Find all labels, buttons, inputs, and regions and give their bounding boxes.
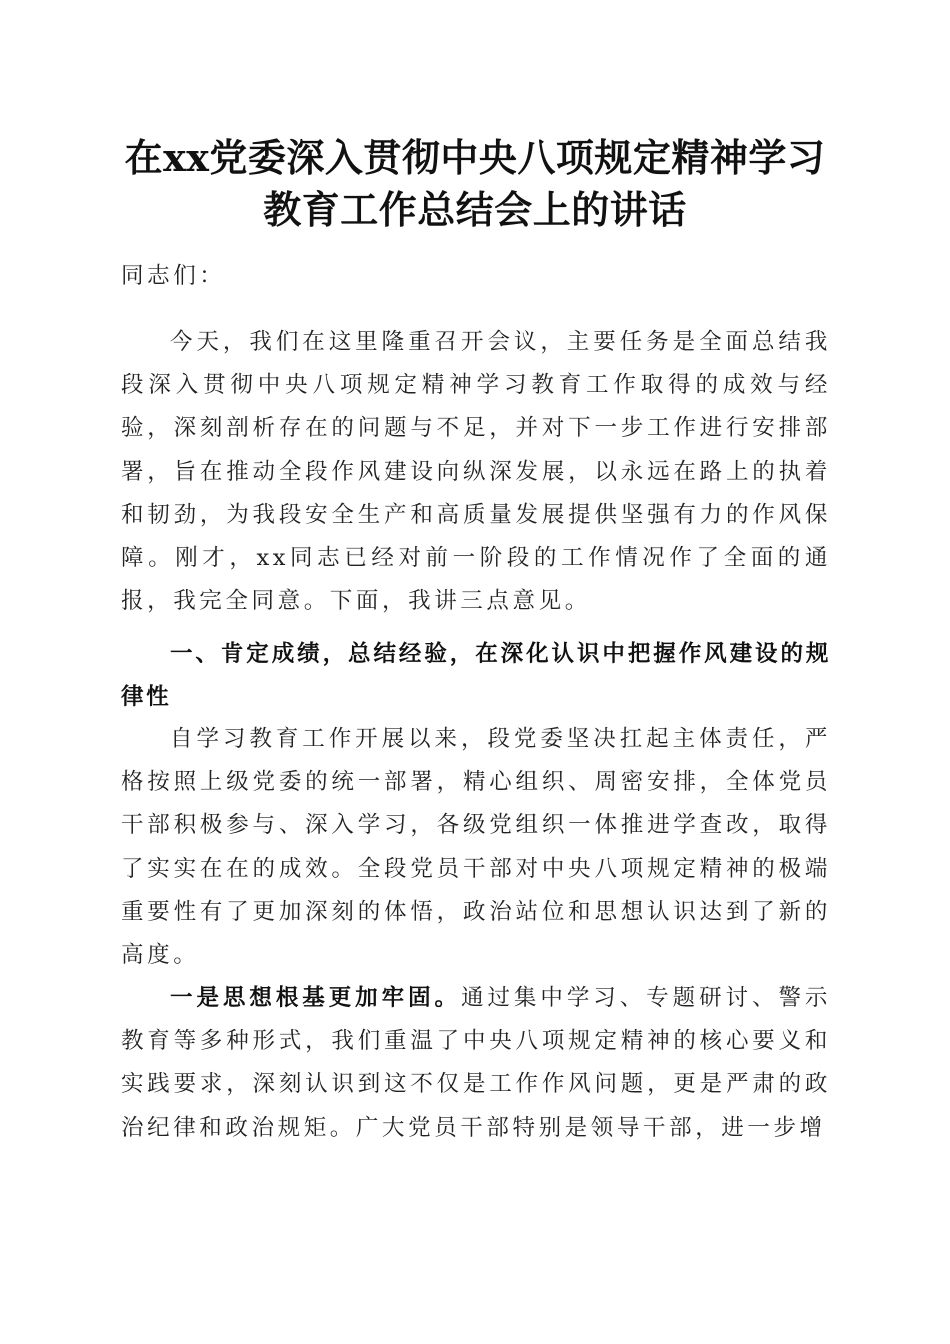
achievement-paragraph: 自学习教育工作开展以来，段党委坚决扛起主体责任，严格按照上级党委的统一部署，精心组织、周密安排，全体党员干部积极参与、深入学习，各级党组织一体推进学查改，取得了实实在在的成效。全段党员干部对中央八项规定精神的极端重要性有了更加深刻的体悟，政治站位和思想认识达到了新的高度。 [121, 726, 831, 969]
opening-paragraph: 今天，我们在这里隆重召开会议，主要任务是全面总结我段深入贯彻中央八项规定精神学习教育工作取得的成效与经验，深刻剖析存在的问题与不足，并对下一步工作进行安排部署，旨在推动全段作风建设向纵深发展，以永远在路上的执着和韧劲，为我段安全生产和高质量发展提供坚强有力的作风保障。刚才，xx同志已经对前一阶段的工作情况作了全面的通报，我完全同意。下面，我讲三点意见。 [121, 329, 831, 615]
point-one-lead: 一是思想根基更加牢固。 [170, 985, 461, 1011]
salutation: 同志们： [121, 263, 226, 289]
document-title: 在xx党委深入贯彻中央八项规定精神学习教育工作总结会上的讲话 [124, 135, 826, 232]
point-one-paragraph [121, 977, 831, 1150]
point-one-text: 通过集中学习、专题研讨、警示教育等多种形式，我们重温了中央八项规定精神的核心要义和实践要求，深刻认识到这不仅是工作作风问题，更是严肃的政治纪律和政治规矩。广大党员干部特别是领导干部，进一步增 [121, 985, 831, 1141]
section-heading-one: 一、肯定成绩，总结经验，在深化认识中把握作风建设的规律性 [121, 641, 831, 711]
